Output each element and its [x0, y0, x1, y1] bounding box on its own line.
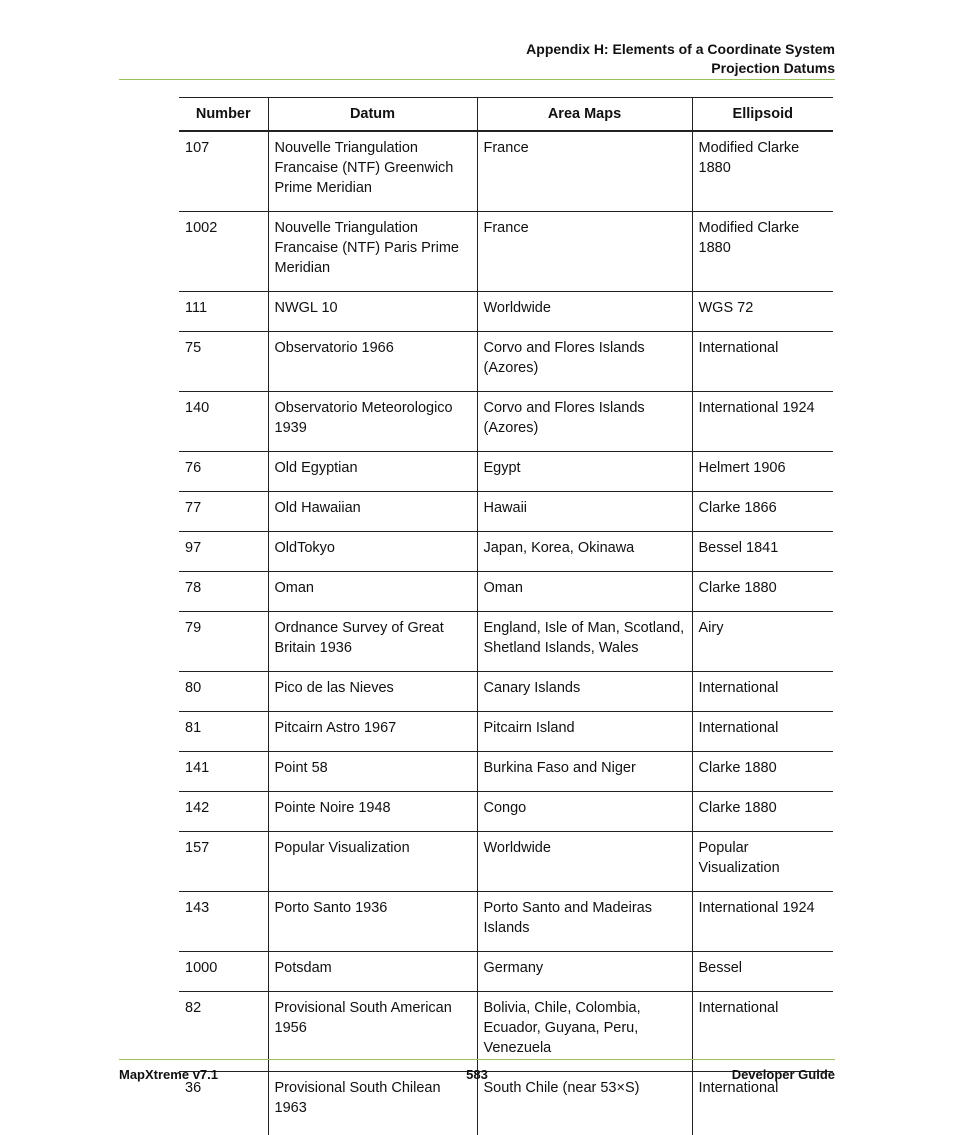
cell-ellipsoid: Helmert 1906	[692, 452, 833, 492]
column-header-area-maps: Area Maps	[477, 98, 692, 132]
table-row	[179, 392, 833, 452]
table-row	[179, 792, 833, 832]
cell-datum: Porto Santo 1936	[268, 892, 477, 952]
cell-area-maps: Oman	[477, 572, 692, 612]
cell-ellipsoid: Modified Clarke 1880	[692, 212, 833, 292]
table-row	[179, 452, 833, 492]
cell-area-maps: Hawaii	[477, 492, 692, 532]
cell-number: 1000	[179, 952, 268, 992]
cell-datum: Provisional South American 1956	[268, 992, 477, 1072]
cell-ellipsoid: WGS 72	[692, 292, 833, 332]
cell-datum: NWGL 10	[268, 292, 477, 332]
footer-divider	[119, 1059, 835, 1060]
cell-ellipsoid: International	[692, 672, 833, 712]
cell-datum: Potsdam	[268, 952, 477, 992]
cell-number: 107	[179, 131, 268, 212]
cell-datum: Point 58	[268, 752, 477, 792]
header-chapter-title: Appendix H: Elements of a Coordinate System	[526, 40, 835, 59]
cell-number: 82	[179, 992, 268, 1072]
cell-number: 157	[179, 832, 268, 892]
cell-datum: Oman	[268, 572, 477, 612]
cell-ellipsoid: International	[692, 1072, 833, 1135]
cell-ellipsoid: Clarke 1866	[692, 492, 833, 532]
cell-area-maps: France	[477, 131, 692, 212]
cell-area-maps: Porto Santo and Madeiras Islands	[477, 892, 692, 952]
cell-area-maps: Worldwide	[477, 292, 692, 332]
cell-ellipsoid: Clarke 1880	[692, 752, 833, 792]
cell-number: 142	[179, 792, 268, 832]
cell-number: 77	[179, 492, 268, 532]
cell-datum: Nouvelle Triangulation Francaise (NTF) Paris Prime Meridian	[268, 212, 477, 292]
page-header	[526, 40, 835, 78]
cell-ellipsoid: International	[692, 332, 833, 392]
cell-datum: Pointe Noire 1948	[268, 792, 477, 832]
column-header-ellipsoid: Ellipsoid	[692, 98, 833, 132]
cell-area-maps: Canary Islands	[477, 672, 692, 712]
table-row	[179, 752, 833, 792]
cell-area-maps: Bolivia, Chile, Colombia, Ecuador, Guyana, Peru, Venezuela	[477, 992, 692, 1072]
cell-area-maps: South Chile (near 53×S)	[477, 1072, 692, 1135]
cell-number: 143	[179, 892, 268, 952]
table-row	[179, 532, 833, 572]
cell-number: 75	[179, 332, 268, 392]
table-row	[179, 292, 833, 332]
page-number: 583	[0, 1067, 954, 1082]
cell-ellipsoid: International 1924	[692, 892, 833, 952]
cell-area-maps: England, Isle of Man, Scotland, Shetland Islands, Wales	[477, 612, 692, 672]
cell-datum: Old Hawaiian	[268, 492, 477, 532]
cell-area-maps: Corvo and Flores Islands (Azores)	[477, 392, 692, 452]
cell-area-maps: Egypt	[477, 452, 692, 492]
cell-datum: Nouvelle Triangulation Francaise (NTF) Greenwich Prime Meridian	[268, 131, 477, 212]
table-row	[179, 672, 833, 712]
cell-area-maps: Worldwide	[477, 832, 692, 892]
table-header-row	[179, 98, 833, 132]
cell-area-maps: Germany	[477, 952, 692, 992]
table-row	[179, 832, 833, 892]
table-row	[179, 212, 833, 292]
column-header-datum: Datum	[268, 98, 477, 132]
cell-area-maps: Congo	[477, 792, 692, 832]
table-row	[179, 892, 833, 952]
cell-number: 111	[179, 292, 268, 332]
table-row	[179, 332, 833, 392]
cell-datum: Provisional South Chilean 1963	[268, 1072, 477, 1135]
cell-number: 78	[179, 572, 268, 612]
cell-area-maps: Corvo and Flores Islands (Azores)	[477, 332, 692, 392]
cell-number: 140	[179, 392, 268, 452]
cell-datum: OldTokyo	[268, 532, 477, 572]
cell-ellipsoid: Clarke 1880	[692, 792, 833, 832]
cell-ellipsoid: Modified Clarke 1880	[692, 131, 833, 212]
cell-ellipsoid: Bessel	[692, 952, 833, 992]
footer-guide-title: Developer Guide	[732, 1067, 835, 1082]
cell-datum: Pitcairn Astro 1967	[268, 712, 477, 752]
cell-ellipsoid: Popular Visualization	[692, 832, 833, 892]
cell-number: 36	[179, 1072, 268, 1135]
cell-datum: Ordnance Survey of Great Britain 1936	[268, 612, 477, 672]
cell-ellipsoid: Airy	[692, 612, 833, 672]
table-body	[179, 131, 833, 1135]
cell-area-maps: Japan, Korea, Okinawa	[477, 532, 692, 572]
cell-ellipsoid: International 1924	[692, 392, 833, 452]
cell-datum: Observatorio Meteorologico 1939	[268, 392, 477, 452]
cell-datum: Popular Visualization	[268, 832, 477, 892]
cell-datum: Observatorio 1966	[268, 332, 477, 392]
cell-area-maps: Burkina Faso and Niger	[477, 752, 692, 792]
cell-ellipsoid: Bessel 1841	[692, 532, 833, 572]
table-row	[179, 712, 833, 752]
cell-number: 97	[179, 532, 268, 572]
table-row	[179, 952, 833, 992]
cell-ellipsoid: International	[692, 992, 833, 1072]
footer-product: MapXtreme v7.1	[119, 1067, 218, 1082]
cell-datum: Old Egyptian	[268, 452, 477, 492]
table-row	[179, 492, 833, 532]
cell-area-maps: France	[477, 212, 692, 292]
cell-number: 141	[179, 752, 268, 792]
header-divider	[119, 79, 835, 80]
cell-number: 1002	[179, 212, 268, 292]
cell-area-maps: Pitcairn Island	[477, 712, 692, 752]
cell-number: 81	[179, 712, 268, 752]
cell-datum: Pico de las Nieves	[268, 672, 477, 712]
cell-number: 79	[179, 612, 268, 672]
cell-ellipsoid: Clarke 1880	[692, 572, 833, 612]
column-header-number: Number	[179, 98, 268, 132]
table-row	[179, 131, 833, 212]
cell-number: 80	[179, 672, 268, 712]
cell-ellipsoid: International	[692, 712, 833, 752]
table-row	[179, 612, 833, 672]
datum-table	[179, 97, 833, 1135]
header-section-title: Projection Datums	[526, 59, 835, 78]
table-row	[179, 572, 833, 612]
cell-number: 76	[179, 452, 268, 492]
